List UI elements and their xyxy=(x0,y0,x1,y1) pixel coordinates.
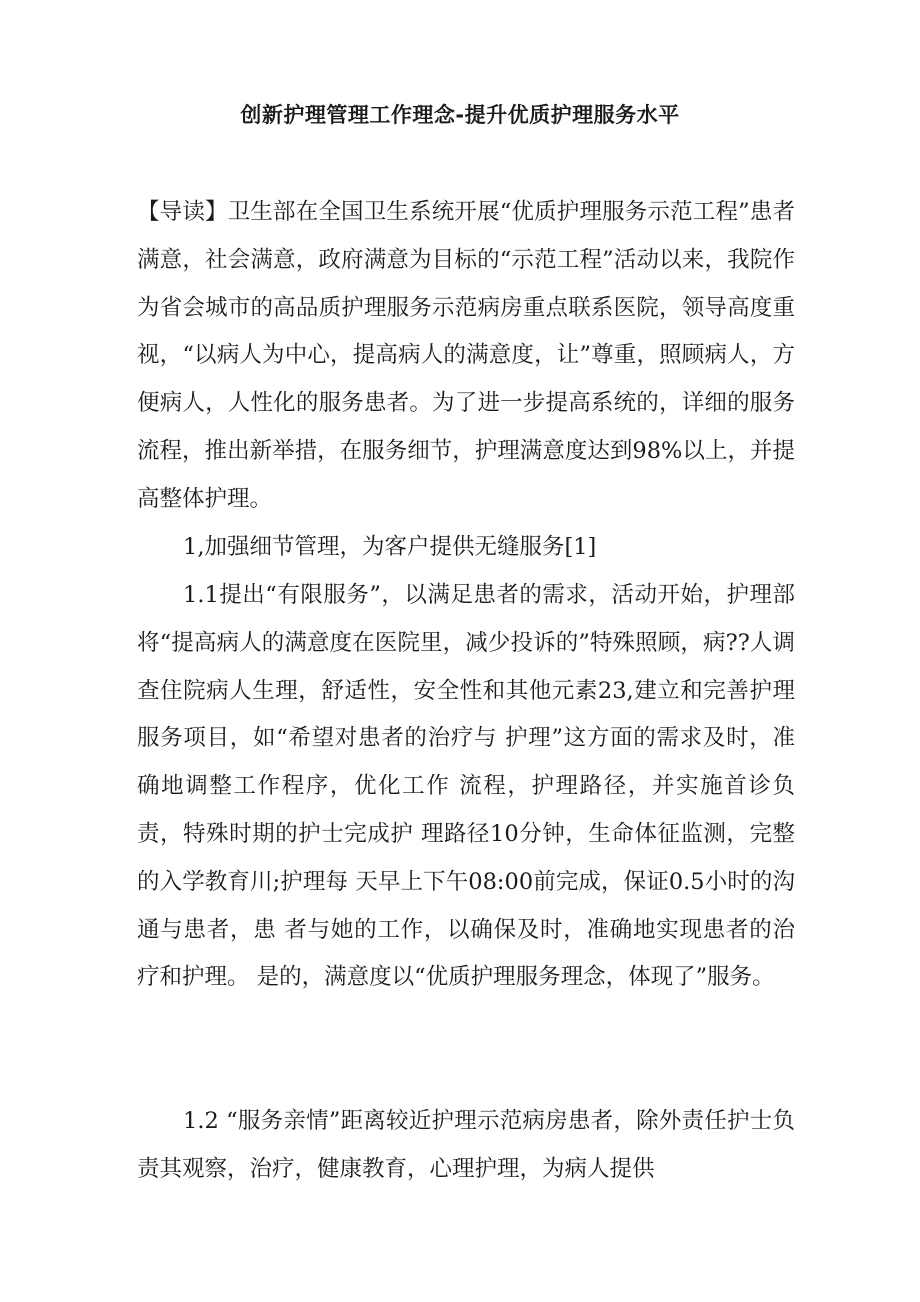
section-1-2-paragraph: 1.2 “服务亲情”距离较近护理示范病房患者，除外责任护士负责其观察，治疗，健康教育，心理护理，为病人提供 xyxy=(137,1108,795,1182)
document-title: 创新护理管理工作理念-提升优质护理服务水平 xyxy=(240,103,680,127)
intro-paragraph: 【导读】卫生部在全国卫生系统开展“优质护理服务示范工程”患者满意，社会满意，政府满意为目标的“示范工程”活动以来，我院作为省会城市的高品质护理服务示范病房重点联系医院，领导高度重视，“以病人为中心，提高病人的满意度，让”尊重，照顾病人，方便病人，人性化的服务患者。为了进一步提高系统的，详细的服务流程，推出新举措，在服务细节，护理满意度达到98%以上，并提高整体护理。 xyxy=(137,199,795,512)
section-1-heading: 1,加强细节管理，为客户提供无缝服务[1] xyxy=(183,534,597,560)
section-1-1-paragraph: 1.1提出“有限服务”，以满足患者的需求，活动开始，护理部将“提高病人的满意度在医院里，减少投诉的”特殊照顾，病??人调查住院病人生理，舒适性，安全性和其他元素23,建立和完善护理服务项目，如“希望对患者的治疗与 护理”这方面的需求及时，准确地调整工作程序，优化工作 流程，护理路径，并实施首诊负责，特殊时期的护士完成护 理路径10分钟，生命体征监测，完整的入学教育川;护理每 天早上下午08:00前完成，保证0.5小时的沟通与患者，患 者与她的工作，以确保及时，准确地实现患者的治疗和护理。 是的，满意度以“优质护理服务理念，体现了”服务。 xyxy=(137,582,795,991)
